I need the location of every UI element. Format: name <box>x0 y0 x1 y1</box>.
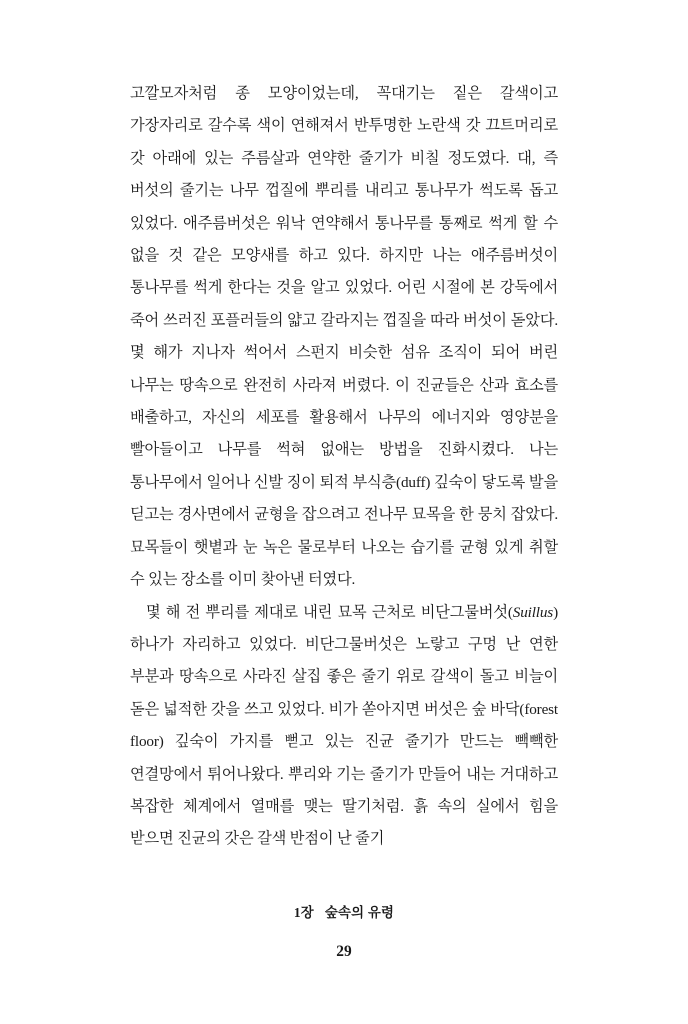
running-head-chapter-title: 숲속의 유령 <box>324 905 395 920</box>
page-footer <box>0 902 688 961</box>
body-paragraph-1: 고깔모자처럼 종 모양이었는데, 꼭대기는 짙은 갈색이고 가장자리로 갈수록 색이 연해져서 반투명한 노란색 갓 끄트머리로 갓 아래에 있는 주름살과 연약한 줄기가 비칠 정도였다. 대, 즉 버섯의 줄기는 나무 껍질에 뿌리를 내리고 통나무가 썩도록 돕고 있었다. 애주름버섯은 워낙 연약해서 통나무를 통째로 썩게 할 수 없을 것 같은 모양새를 하고 있다. 하지만 나는 애주름버섯이 통나무를 썩게 한다는 것을 알고 있었다. 어린 시절에 본 강둑에서 죽어 쓰러진 포플러들의 얇고 갈라지는 껍질을 따라 버섯이 돋았다. 몇 해가 지나자 썩어서 스펀지 비슷한 섬유 조직이 되어 버린 나무는 땅속으로 완전히 사라져 버렸다. 이 진균들은 산과 효소를 배출하고, 자신의 세포를 활용해서 나무의 에너지와 영양분을 빨아들이고 나무를 썩혀 없애는 방법을 진화시켰다. 나는 통나무에서 일어나 신발 징이 퇴적 부식층(duff) 깊숙이 닿도록 발을 딛고는 경사면에서 균형을 잡으려고 전나무 묘목을 한 뭉치 잡았다. 묘목들이 햇볕과 눈 녹은 물로부터 나오는 습기를 균형 있게 취할 수 있는 장소를 이미 찾아낸 터였다. <box>130 85 558 589</box>
body-paragraph-2: 몇 해 전 뿌리를 제대로 내린 묘목 근처로 비단그물버섯(Suillus) 하나가 자리하고 있었다. 비단그물버섯은 노랗고 구멍 난 연한 부분과 땅속으로 사라진 살집 좋은 줄기 위로 갈색이 돌고 비늘이 돋은 넓적한 갓을 쓰고 있었다. 비가 쏟아지면 버섯은 숲 바닥(forest floor) 깊숙이 가지를 뻗고 있는 진균 줄기가 만드는 빽빽한 연결망에서 튀어나왔다. 뿌리와 기는 줄기가 만들어 내는 거대하고 복잡한 체계에서 열매를 맺는 딸기처럼. 흙 속의 실에서 힘을 받으면 진균의 갓은 갈색 반점이 난 줄기 <box>130 603 558 848</box>
page-text-block <box>130 78 558 856</box>
running-head-chapter-label: 1장 <box>293 905 314 920</box>
running-head <box>0 902 688 921</box>
page-number: 29 <box>336 943 352 960</box>
